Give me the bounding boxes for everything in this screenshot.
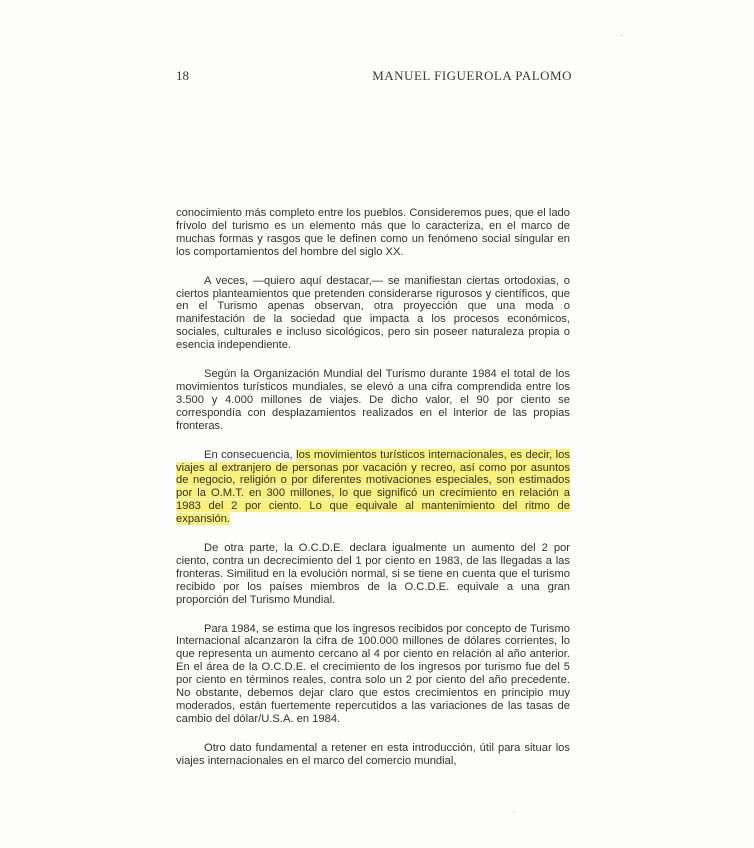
- page-number: 18: [176, 68, 189, 83]
- body-text: [176, 207, 570, 784]
- paragraph-4: [176, 449, 570, 526]
- scan-speck: ·: [620, 30, 624, 41]
- paragraph-5: De otra parte, la O.C.D.E. declara igualmente un aumento del 2 por ciento, contra un decrecimiento del 1 por ciento en 1983, de las llegadas a las fronteras. Similitud en la evolución normal, si se tiene en cuenta que el turismo recibido por los países miembros de la O.C.D.E. equivale a una gran proporción del Turismo Mundial.: [176, 542, 570, 606]
- paragraph-6: Para 1984, se estima que los ingresos recibidos por concepto de Turismo Internacional alcanzaron la cifra de 100.000 millones de dólares corrientes, lo que representa un aumento cercano al 4 por ciento en relación al año anterior. En el área de la O.C.D.E. el crecimiento de los ingresos por turismo fue del 5 por ciento en términos reales, contra solo un 2 por ciento del año precedente. No obstante, debemos dejar claro que estos crecimientos en principio muy moderados, están fuertemente repercutidos a las variaciones de las tasas de cambio del dólar/U.S.A. en 1984.: [176, 622, 570, 725]
- paragraph-3: Según la Organización Mundial del Turismo durante 1984 el total de los movimientos turísticos mundiales, se elevó a una cifra comprendida entre los 3.500 y 4.000 millones de viajes. De dicho valor, el 90 por ciento se correspondía con desplazamientos realizados en el interior de las propias fronteras.: [176, 368, 570, 432]
- highlighted-passage: los movimientos turísticos internacionales, es decir, los viajes al extranjero de personas por vacación y recreo, así como por asuntos de negocio, religión o por diferentes motivaciones especiales, son estimados por la O.M.T. en 300 millones, lo que significó un crecimiento en relación a 1983 del 2 por ciento. Lo que equivale al mantenimiento del ritmo de expansión.: [176, 448, 570, 526]
- paragraph-4-prefix: En consecuencia,: [204, 448, 297, 461]
- paragraph-1: conocimiento más completo entre los pueblos. Consideremos pues, que el lado frívolo del turismo es un elemento más que lo caracteriza, en el marco de muchas formas y rasgos que le definen como un fenómeno social singular en los comportamientos del hombre del siglo XX.: [176, 207, 570, 258]
- running-head: MANUEL FIGUEROLA PALOMO: [372, 68, 572, 83]
- paragraph-7: Otro dato fundamental a retener en esta introducción, útil para situar los viajes internacionales en el marco del comercio mundial,: [176, 741, 570, 767]
- paragraph-2: A veces, —quiero aquí destacar,— se manifiestan ciertas ortodoxias, o ciertos planteamientos que pretenden considerarse rigurosos y científicos, que en el Turismo apenas observan, otra proyección que una moda o manifestación de la sociedad que impacta a los procesos económicos, sociales, culturales e incluso sicológicos, pero sin poseer naturaleza propia o esencia independiente.: [176, 274, 570, 352]
- scan-speck: ·: [512, 806, 516, 817]
- page-header: [176, 68, 572, 86]
